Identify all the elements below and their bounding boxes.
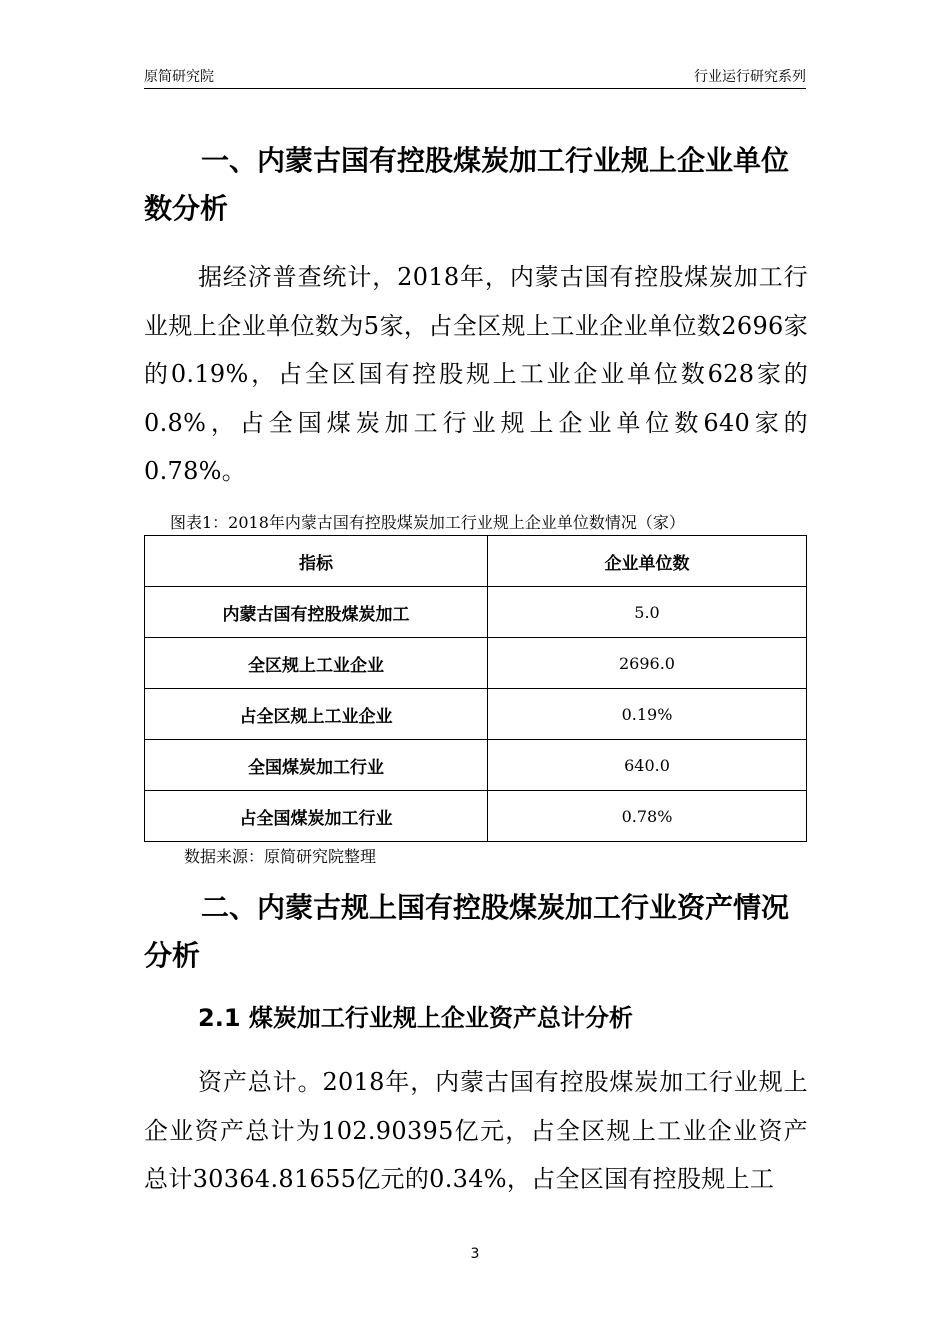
- row-label: 内蒙古国有控股煤炭加工: [145, 587, 488, 638]
- row-label: 全国煤炭加工行业: [145, 740, 488, 791]
- header-org-name: 原简研究院: [144, 69, 214, 85]
- row-value: 5.0: [488, 587, 807, 638]
- table-header-unit-count: 企业单位数: [488, 536, 807, 587]
- table-row: [145, 791, 807, 842]
- table-row: [145, 638, 807, 689]
- unit-count-table: [144, 535, 807, 842]
- table-row: [145, 740, 807, 791]
- section2-title: 二、内蒙古规上国有控股煤炭加工行业资产情况分析: [144, 891, 790, 972]
- table-header-row: [145, 536, 807, 587]
- row-label: 占全国煤炭加工行业: [145, 791, 488, 842]
- page-number: 3: [470, 1246, 480, 1262]
- table-row: [145, 689, 807, 740]
- table1-caption: 图表1：2018年内蒙古国有控股煤炭加工行业规上企业单位数情况（家）: [170, 513, 685, 532]
- section1-paragraph: 据经济普查统计，2018年，内蒙古国有控股煤炭加工行业规上企业单位数为5家，占全区规上工业企业单位数2696家的0.19%，占全区国有控股规上工业企业单位数628家的0.8%，占全国煤炭加工行业规上企业单位数640家的0.78%。: [144, 263, 808, 485]
- section1-title: 一、内蒙古国有控股煤炭加工行业规上企业单位数分析: [144, 144, 790, 225]
- row-value: 640.0: [488, 740, 807, 791]
- page-header: [144, 64, 806, 89]
- subsection-paragraph: 资产总计。2018年，内蒙古国有控股煤炭加工行业规上企业资产总计为102.90395亿元，占全区规上工业企业资产总计30364.81655亿元的0.34%，占全区国有控股规上工: [144, 1068, 808, 1193]
- row-value: 0.19%: [488, 689, 807, 740]
- row-value: 0.78%: [488, 791, 807, 842]
- table1-source: 数据来源：原简研究院整理: [184, 847, 377, 866]
- table-header-indicator: 指标: [145, 536, 488, 587]
- header-series-name: 行业运行研究系列: [694, 69, 806, 85]
- row-label: 占全区规上工业企业: [145, 689, 488, 740]
- subsection-title: 2.1 煤炭加工行业规上企业资产总计分析: [198, 1004, 633, 1032]
- row-value: 2696.0: [488, 638, 807, 689]
- table-row: [145, 587, 807, 638]
- row-label: 全区规上工业企业: [145, 638, 488, 689]
